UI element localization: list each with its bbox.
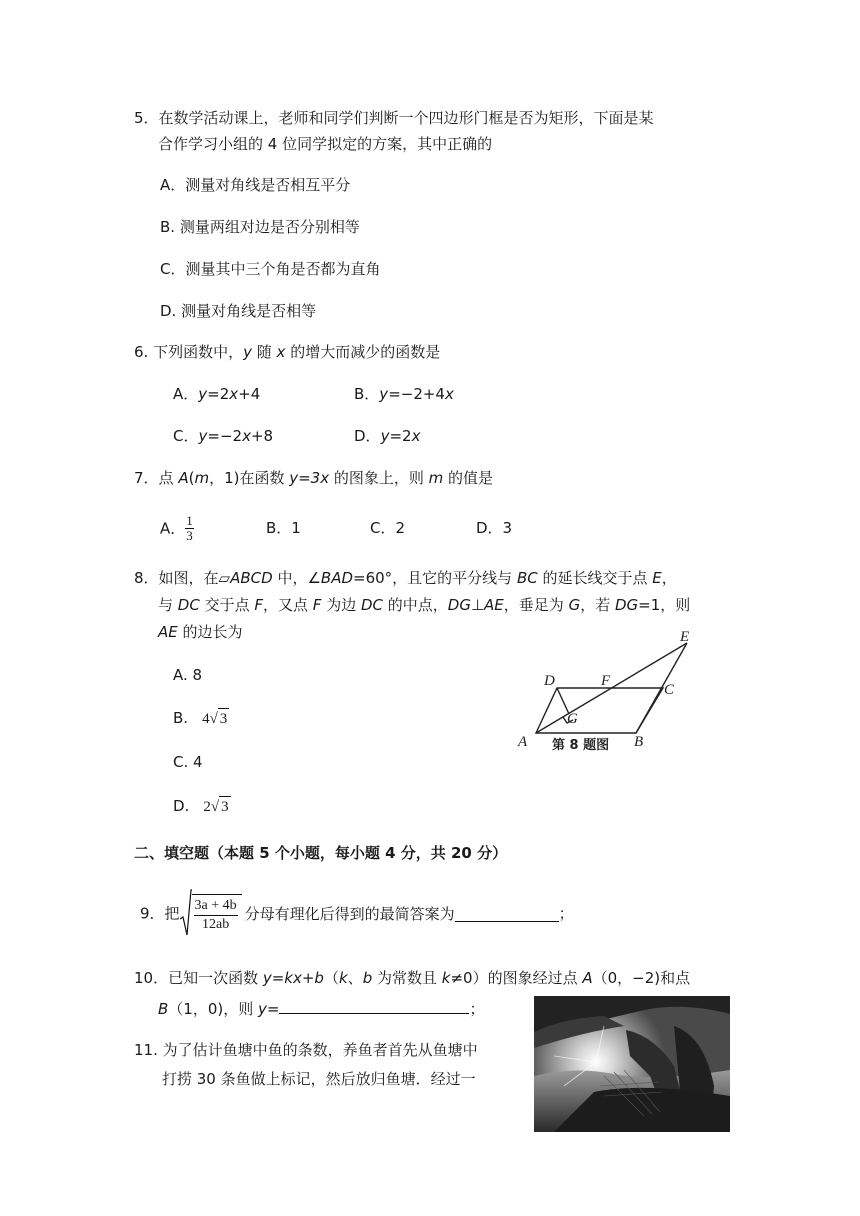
q7-stem: 7．点 A(m，1)在函数 y=3x 的图象上，则 m 的值是	[134, 469, 494, 487]
q8-option-a[interactable]: A. 8	[173, 666, 203, 684]
q6-option-b[interactable]: B．y=−2+4x	[354, 385, 454, 403]
q7-option-b[interactable]: B．1	[266, 519, 301, 537]
point-label-e: E	[680, 629, 690, 645]
q7-option-a[interactable]: A． $\frac{1}{3}$	[160, 513, 193, 543]
q8-option-c[interactable]: C. 4	[173, 753, 203, 771]
q8-option-d[interactable]: D. 2√ 3	[173, 797, 229, 815]
q7-option-d[interactable]: D．3	[476, 519, 513, 537]
fishing-photo	[534, 996, 730, 1132]
q5-option-a[interactable]: A．测量对角线是否相互平分	[160, 176, 351, 194]
q5-option-b[interactable]: B. 测量两组对边是否分别相等	[160, 218, 360, 236]
q9-stem: 9．把 $\frac{3a + 4b}{12ab}$ 分母有理化后得到的最简答案为 ；	[140, 888, 574, 938]
q10-line-1: 10．已知一次函数 y=kx+b（k、b 为常数且 k≠0）的图象经过点 A（0，−2)和点	[134, 969, 691, 987]
q5-line-1: 5．在数学活动课上，老师和同学们判断一个四边形门框是否为矩形，下面是某	[134, 109, 654, 127]
q7-option-c[interactable]: C．2	[370, 519, 406, 537]
q5-option-d[interactable]: D. 测量对角线是否相等	[160, 302, 317, 320]
figure-caption: 第 8 题图	[552, 738, 610, 753]
q6-option-a[interactable]: A．y=2x+4	[173, 385, 261, 403]
point-label-d: D	[544, 673, 555, 689]
point-label-f: F	[601, 673, 611, 689]
q8-option-b[interactable]: B. 4√ 3	[173, 709, 228, 727]
q8-line-2: 与 DC 交于点 F，又点 F 为边 DC 的中点，DG⊥AE，垂足为 G，若 DG=1，则	[158, 596, 691, 614]
point-label-b: B	[634, 734, 644, 750]
point-label-c: C	[664, 682, 675, 698]
q6-option-c[interactable]: C．y=−2x+8	[173, 427, 274, 445]
point-label-a: A	[518, 734, 528, 750]
radical-sign-icon	[180, 889, 192, 939]
q11-line-1: 11. 为了估计鱼塘中鱼的条数，养鱼者首先从鱼塘中	[134, 1041, 478, 1059]
q8-line-3: AE 的边长为	[158, 623, 243, 641]
q6-stem: 6. 下列函数中，y 随 x 的增大而减少的函数是	[134, 343, 441, 361]
q10-line-2: B（1，0)，则 y= ；	[158, 997, 485, 1019]
q5-option-c[interactable]: C．测量其中三个角是否都为直角	[160, 260, 381, 278]
q5-line-2: 合作学习小组的 4 位同学拟定的方案，其中正确的	[158, 135, 493, 153]
q8-parallelogram-figure	[512, 622, 708, 758]
q11-line-2: 打捞 30 条鱼做上标记，然后放归鱼塘．经过一	[162, 1070, 476, 1088]
q10-answer-blank[interactable]	[279, 997, 469, 1014]
q6-option-d[interactable]: D．y=2x	[354, 427, 421, 445]
q9-answer-blank[interactable]	[455, 905, 559, 922]
point-label-g: G	[567, 711, 578, 727]
q9-fraction: $\frac{3a + 4b}{12ab}$	[192, 894, 242, 934]
q8-line-1: 8．如图，在▱ABCD 中，∠BAD=60°，且它的平分线与 BC 的延长线交于点 E，	[134, 569, 677, 587]
fisherman-image	[534, 996, 730, 1132]
fraction-one-third: $\frac{1}{3}$	[186, 513, 193, 543]
section-2-heading: 二、填空题（本题 5 个小题，每小题 4 分，共 20 分）	[134, 844, 508, 862]
